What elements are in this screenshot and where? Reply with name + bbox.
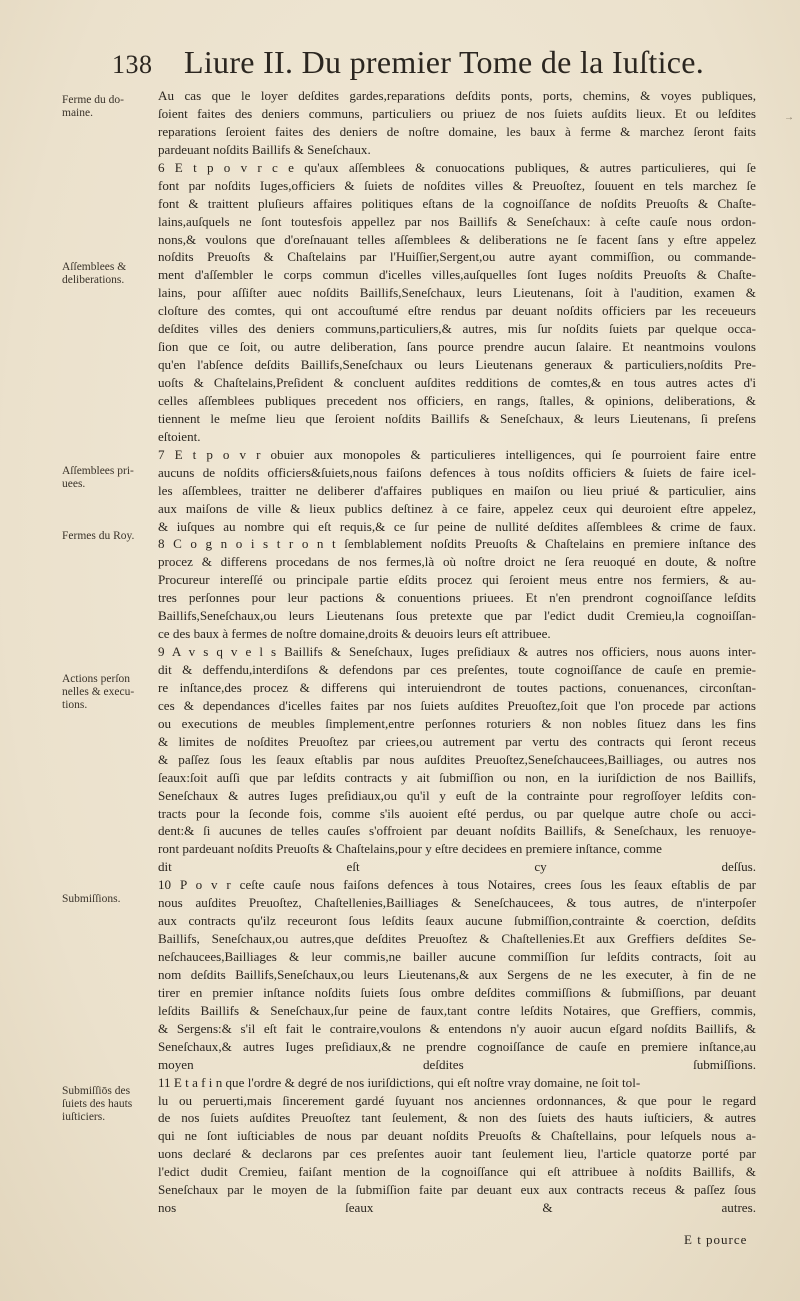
text-line: Seneſchaux & autres Iuges preſidiaux,ou qu'il y euſt de la contrainte pour regroſſoyer leſdits con- [158,787,756,803]
text-line: procez & differens procedans de nos fermes,là où noſtre droict ne ſera reuoqué en doute, & noſtre [158,554,756,570]
catchword: E t pource [684,1232,748,1247]
text-line: lains, pour aſſiſter auec noſdits Baillifs,Seneſchaux, leurs Lieutenans, ſoit à l'audition, examen & [158,285,756,301]
text-line: neſchaucees,Bailliages & leur commis,ne bailler aucune commiſſion ſur leſdits contracts, ſoit au [158,949,756,964]
text-line: nons,& voulons que d'oreſnauant telles aſſemblees & deliberations ne ſe facent ſans y eſtre appelez [158,231,756,247]
margin-note: Aſſemblees pri- uees. [62,465,134,490]
text-line: 6 E t p o v r c e qu'aux aſſemblees & conuocations publiques, & autres particulieres, qui ſe [158,159,756,175]
margin-note: Actions perſon nelles & execu- tions. [62,673,135,711]
margin-note: Aſſemblees & deliberations. [62,261,127,286]
page-header [112,44,712,84]
text-line: tirer en premier inſtance noſdits ſuiets ſous ombre deſdites commiſſions & ſubmiſſions, par deuant [158,984,756,1000]
margin-note: Submiſſions. [62,893,121,905]
text-line: Au cas que le loyer deſdites gardes,reparations deſdits ponts, ports, chemins, & voyes publiques, [158,88,756,103]
text-line: les aſſemblees, traitter ne deliberer d'affaires publiques en maiſon ou lieu priué & particulier, ains [158,482,756,498]
text-line: eſtoient. [158,428,201,444]
text-line: 11 E t a f i n que l'ordre & degré de nos iuriſdictions, qui eſt noſtre vray domaine, ne ſoit tol- [158,1074,641,1090]
text-line: celles aſſemblees publiques precedent nos officiers, en rangs, ſtalles, & opinions, deliberations, & [158,392,756,408]
text-line: tracts pour la ſeconde fois, comme s'ils auoient eſté perdus, ou par quelque autre choſe ou acci- [158,805,756,821]
margin-note: Ferme du do- maine. [62,94,124,119]
text-line: ce des baux à fermes de noſtre domaine,droits & deuoirs leurs eſt attribuee. [158,626,551,642]
text-line: font & traittent pluſieurs affaires politiques eſtans de la cognoiſſance de noſdits Preuoſts & Chaſte- [158,195,756,211]
text-line: ſion que ce ſoit, ou autre deliberation, ſans pource prendre aucun ſalaire. Et neantmoins voulons [158,339,756,355]
text-line: ront pardeuant noſdits Preuoſts & Chaſtelains,pour y eſtre decidees en premiere inſtance, comme [158,841,662,857]
text-line: uons declaré & declarons par ces preſentes auoir tant ſeulement lieu, l'article quatorze porté par [158,1146,756,1162]
text-line: & limites de noſdites Preuoſtez par criees,ou autrement par vertu des contracts qui ſeront receus [158,733,756,749]
edge-mark: → [784,112,794,123]
text-line: & paſſez ſous les ſeaux eſtablis par nous auſdites Preuoſtez,Seneſchaucees,Bailliages, ou autres nos [158,751,756,767]
text-line: dit & deffendu,interdiſons & defendons par ces preſentes, toute cognoiſſance de cauſe en premie- [158,662,756,677]
text-line: ſoient faites des deniers communs, particuliers ou priuez de nos ſuiets auſdits lieux. Et ou leſdites [158,105,756,121]
text-line: & iuſques au nombre qui eſt requis,& ce ſur peine de nullité deſdites aſſemblees & crime de faux. [158,518,756,534]
text-line: deſdites villes des deniers communs,particuliers,& autres, mis ſur noſdits ſuiets par quelque occa- [158,321,756,337]
text-line: font par noſdits Iuges,officiers & ſuiets de noſdites villes & Preuoſtez, ſouuent en tels marchez ſe [158,177,756,193]
text-line: nos ſeaux & autres. [158,1200,756,1216]
text-line: noſdits Preuoſts & Chaſtelains par l'Huiſſier,Sergent,ou autre ayant commiſſion, ou commande- [158,249,756,265]
text-line: Seneſchaux par le moyen de la ſubmiſſion faite par deuant eux aux contracts receus & paſſez ſous [158,1182,756,1198]
text-line: ou executions de meubles ſimplement,entre perſonnes roturiers & non nobles ſituez dans les fins [158,715,756,731]
margin-note: Submiſſiōs des ſuiets des hauts iuſticiers. [62,1085,133,1123]
text-line: tres perſonnes pour leur pactions & conuentions priuees. Et n'en prendront cognoiſſance leſdits [158,590,756,606]
text-line: l'edict dudit Cremieu, faiſant mention de la cognoiſſance qui eſt attribuee à noſdits Baillifs, & [158,1164,756,1180]
text-line: leſdits Baillifs & Seneſchaux,ſur peine de faux,tant contre leſdits Notaires, que Greffiers, commis, [158,1002,756,1018]
text-line: & Sergens:& s'il eſt fait le contraire,voulons & entendons n'y auoir aucun eſgard noſdits Baillifs, & [158,1020,756,1036]
text-line: ſeaux:ſoit auſſi que par leſdits contracts y ait ſubmiſſion ou non, en la iuriſdiction de nos Baillifs, [158,769,756,785]
text-line: tiennent le meſme lieu que ſeroient noſdits Baillifs & Seneſchaux, & leurs Lieutenans, ſi preſens [158,410,756,426]
text-line: lu ou peruerti,mais ſincerement gardé ſuyuant nos anciennes ordonnances, & que pour le regard [158,1092,756,1108]
text-line: dit eſt cy deſſus. [158,859,756,875]
text-line: lains,auſquels ne ſont toutesfois appellez par nos Baillifs & Seneſchaux: à ceſte cauſe nous ordon- [158,213,756,229]
text-line: re inſtance,des procez & differens qui interuiendront de toutes pactions, conuenances, circonſtan- [158,679,756,695]
text-line: uoſts & Chaſtelains,Preſident & concluent auſdites redditions de comtes,& en tous autres actes d'i [158,375,756,390]
text-line: qu'en l'abſence deſdits Baillifs,Seneſchaux ou leurs Lieutenans generaux & particuliers,noſdits Pre- [158,357,756,373]
text-line: nom deſdits Baillifs,Seneſchaux,ou leurs Lieutenans,& aux Sergens de ne les executer, à fin de ne [158,966,756,982]
text-line: moyen deſdites ſubmiſſions. [158,1056,756,1072]
text-line: Seneſchaux,& autres Iuges preſidiaux,& ne prendre cognoiſſance de cauſe en premiere inſtance,au [158,1038,756,1054]
text-line: aux contracts qu'ilz receuront ſous leſdits ſeaux aucune ſubmiſſion,contrainte & coerction, deſdits [158,913,756,929]
text-line: 9 A v s q v e l s Baillifs & Seneſchaux, Iuges preſidiaux & autres nos officiers, nous auons inter- [158,644,756,660]
text-line: aucuns de noſdits officiers&ſuiets,nous faiſons defences à tous noſdits officiers & ſuiets de faire icel- [158,464,756,480]
body-text [158,87,756,1217]
text-line: dent:& ſi aucunes de telles cauſes s'offroient par deuant noſdits Baillifs, & Seneſchaux, les renuoye- [158,823,756,839]
text-line: aux maiſons de ville & lieux publics deſtinez à ce faire, appelez ceux qui deuroient eſtre appelez, [158,500,756,516]
text-line: qui ne ſont iuſticiables de nous par deuant noſdits Preuoſts & Chaſtellains, pour leſquels nous a- [158,1128,756,1144]
text-line: de nos ſuiets auſdites Preuoſtez tant ſeulement, & non des ſuiets des hauts iuſticiers, & autres [158,1110,756,1126]
text-line: nous auſdites Preuoſtez, Chaſtellenies,Bailliages & Seneſchaucees, & tous autres, de n'interpoſer [158,895,756,911]
text-line: Baillifs, Seneſchaux,ou autres,que deſdites Preuoſtez & Chaſtellenies.Et aux Greffiers deſdites Se- [158,931,756,947]
text-line: 7 E t p o v r obuier aux monopoles & particulieres intelligences, qui ſe pourroient faire entre [158,446,756,462]
text-line: ment d'aſſembler le corps commun d'icelles villes,auſquelles ſont Iuges noſdits Preuoſts & Chaſte- [158,267,756,283]
text-line: 8 C o g n o i s t r o n t ſemblablement noſdits Preuoſts & Chaſtelains en premiere inſtance des [158,536,756,552]
text-line: 10 P o v r ceſte cauſe nous faiſons defences à tous Notaires, crees ſous les ſeaux eſtablis de par [158,877,756,893]
running-title: Liure II. Du premier Tome de la Iuſtice. [184,44,705,80]
text-line: ces & dependances d'icelles faites par nos ſuiets auſdites Preuoſtez,ſoit que l'on procede par actions [158,697,756,713]
margin-note: Fermes du Roy. [62,530,135,542]
text-line: Baillifs,Seneſchaux,ou leurs Lieutenans ſous pretexte que par l'edict dudit Cremieu,la cognoiſſan- [158,608,756,624]
text-line: cloſture des comtes, qui ont accouſtumé eſtre rendus par deuant noſdits officiers par les receueurs [158,303,756,319]
text-line: Procureur intereſſé ou principale partie eſdits procez qui ſeroient meus entre nos fermiers, & au- [158,572,756,588]
text-line: reparations ſeroient faites des deniers de noſtre domaine, les baux à ferme & marchez ſeront faits [158,123,756,139]
page-number: 138 [112,50,153,79]
text-line: pardeuant noſdits Baillifs & Seneſchaux. [158,141,371,157]
